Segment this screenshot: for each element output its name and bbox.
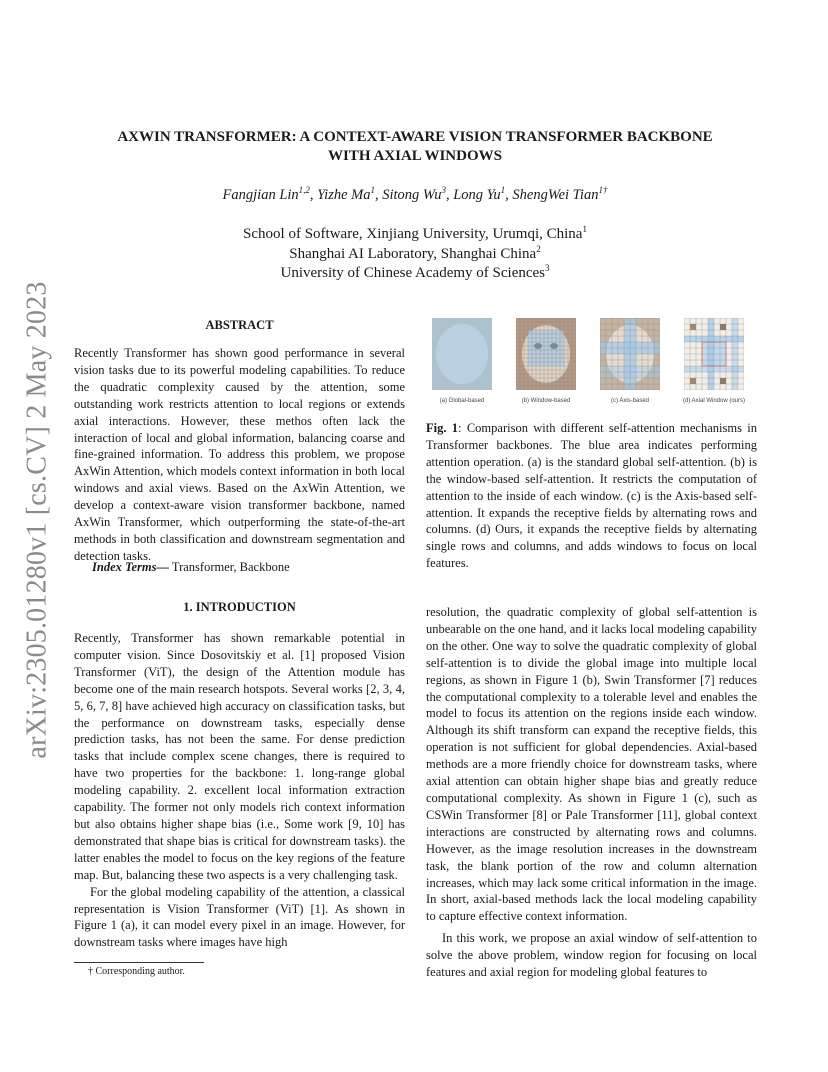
right-paragraph-2: In this work, we propose an axial window of self-attention to solve the above problem, window region for focusing on local features and axial region for modeling global features to: [426, 931, 757, 980]
index-terms-text: Transformer, Backbone: [171, 560, 290, 574]
index-terms-label: Index Terms—: [92, 560, 169, 574]
figure-caption-label: Fig. 1: [426, 421, 459, 435]
section-heading-introduction: 1. INTRODUCTION: [183, 600, 296, 614]
footnote-rule: [74, 962, 204, 963]
abstract-text: Recently Transformer has shown good performance in several vision tasks due to its powerful modeling capabilities. To reduce the quadratic complexity caused by the attention, some outstanding work restricts attention to local regions or extends axial interactions. However, these methos often lack the interaction of local and global information, balancing coarse and fine-grained information. To address this problem, we propose AxWin Attention, which models context information in both local windows and axial views. Based on the AxWin Attention, we develop a context-aware vision transformer backbone, named AxWin Transformer, which outperforming the state-of-the-art methods in both classification and downstream segmentation and detection tasks.: [74, 346, 405, 563]
figure-1-caption: [426, 420, 757, 572]
intro-paragraph-1: Recently, Transformer has shown remarkable potential in computer vision. Since Dosovitskiy et al. [1] proposed Vision Transformer (ViT), the design of the Attention module has become one of the main research hotspots. Several works [2, 3, 4, 5, 6, 7, 8] have achieved high accuracy on classification tasks, but the performance on downstream tasks, especially dense prediction tasks, has not been the same. For dense prediction tasks that include complex scene changes, there is required to have two properties for the backbone: 1. long-range global modeling capability. 2. excellent local information extraction capability. The former not only models rich context information but also obtains higher shape bias (i.e., Some work [9, 10] has demonstrated that shape bias is critical for downstream tasks). the latter enables the model to focus on the key regions of the feature map. But, balancing these two aspects is a very challenging task.: [74, 631, 405, 882]
figure-caption-text: : Comparison with different self-attention mechanisms in Transformer backbones. The blue area indicates performing attention operation. (a) is the standard global self-attention. (b) is the window-based self-attention. It restricts the computation of attention to the inside of each window. (c) is the Axis-based self-attention. It expands the receptive fields by alternating rows and columns. (d) Ours, it expands the receptive fields by alternating single rows and columns, and adds windows to focus on local features.: [426, 421, 757, 571]
right-paragraph-1: resolution, the quadratic complexity of global self-attention is unbearable on the one hand, and it lacks local modeling capability on the other. One way to solve the quadratic complexity of global self-attention is to divide the global image into multiple local regions, as shown in Figure 1 (b), Swin Transformer [7] reduces the computational complexity to a tolerable level and enables the model to focus its attention on the regions inside each window. Although its shift transform can expand the receptive fields, this operation is not sufficient for global dependencies. Axial-based methods are a more friendly choice for downstream tasks, where axial attention can obtain higher shape bias and greatly reduce computational complexity. As shown in Figure 1 (c), such as CSWin Transformer [8] or Pale Transformer [11], global context interactions are constructed by alternating rows and columns. However, as the image resolution increases in the downstream task, the blank portion of the row and column alternation increases, which may lack some critical information in the image. In short, axial-based methods lack the local modeling capability to capture effective context information.: [426, 605, 757, 924]
figure-1: [432, 318, 752, 406]
abstract-body: [74, 345, 405, 565]
author-4: Long Yu$^1$,: [453, 185, 513, 203]
figure-panel-caption-b: (b) Window-based: [521, 398, 571, 404]
index-terms: [92, 560, 290, 575]
author-3: Sitong Wu$^3$,: [382, 185, 454, 203]
arxiv-stamp: [16, 280, 60, 760]
figure-panel-caption-d: (d) Axial Window (ours): [682, 398, 746, 404]
affiliation-3: University of Chinese Academy of Sciences$^3$: [280, 263, 550, 281]
window-attention-image: [516, 318, 576, 390]
author-1: Fangjian Lin$^{1,2}$,: [222, 185, 318, 203]
figure-panel-caption-c: (c) Axis-based: [610, 398, 650, 404]
affiliations: [70, 225, 760, 284]
introduction-body: [74, 630, 405, 951]
author-5: ShengWei Tian$^{1\dagger}$: [512, 185, 608, 203]
affiliation-2: Shanghai AI Laboratory, Shanghai China$^2$: [289, 243, 541, 262]
figure-panel-caption-a: (a) Global-based: [439, 398, 485, 404]
title-line-1: AXWIN TRANSFORMER: A CONTEXT-AWARE VISION TRANSFORMER BACKBONE: [117, 129, 713, 145]
footnote: † Corresponding author.: [88, 966, 185, 977]
abstract-heading: ABSTRACT: [205, 318, 274, 332]
figure-panel-window: [516, 318, 576, 390]
figure-panel-axialwindow: [684, 318, 744, 390]
title-line-2: WITH AXIAL WINDOWS: [328, 148, 502, 164]
author-2: Yizhe Ma$^1$,: [317, 185, 383, 203]
author-list: [70, 187, 760, 204]
arxiv-stamp-text: arXiv:2305.01280v1 [cs.CV] 2 May 2023: [22, 281, 53, 759]
right-column-body: [426, 604, 757, 981]
intro-paragraph-2: For the global modeling capability of the attention, a classical representation is Vision Transformer (ViT) [1]. As shown in Figure 1 (a), it can model every pixel in an image. However, for downstream tasks where images have high: [74, 884, 405, 950]
axis-attention-image: [600, 318, 660, 390]
paper-title: [70, 128, 760, 166]
figure-panel-axis: [600, 318, 660, 390]
axial-window-attention-image: [684, 318, 744, 390]
affiliation-1: School of Software, Xinjiang University, Urumqi, China$^1$: [243, 224, 587, 242]
global-attention-image: [432, 318, 492, 390]
figure-panel-global: [432, 318, 492, 390]
